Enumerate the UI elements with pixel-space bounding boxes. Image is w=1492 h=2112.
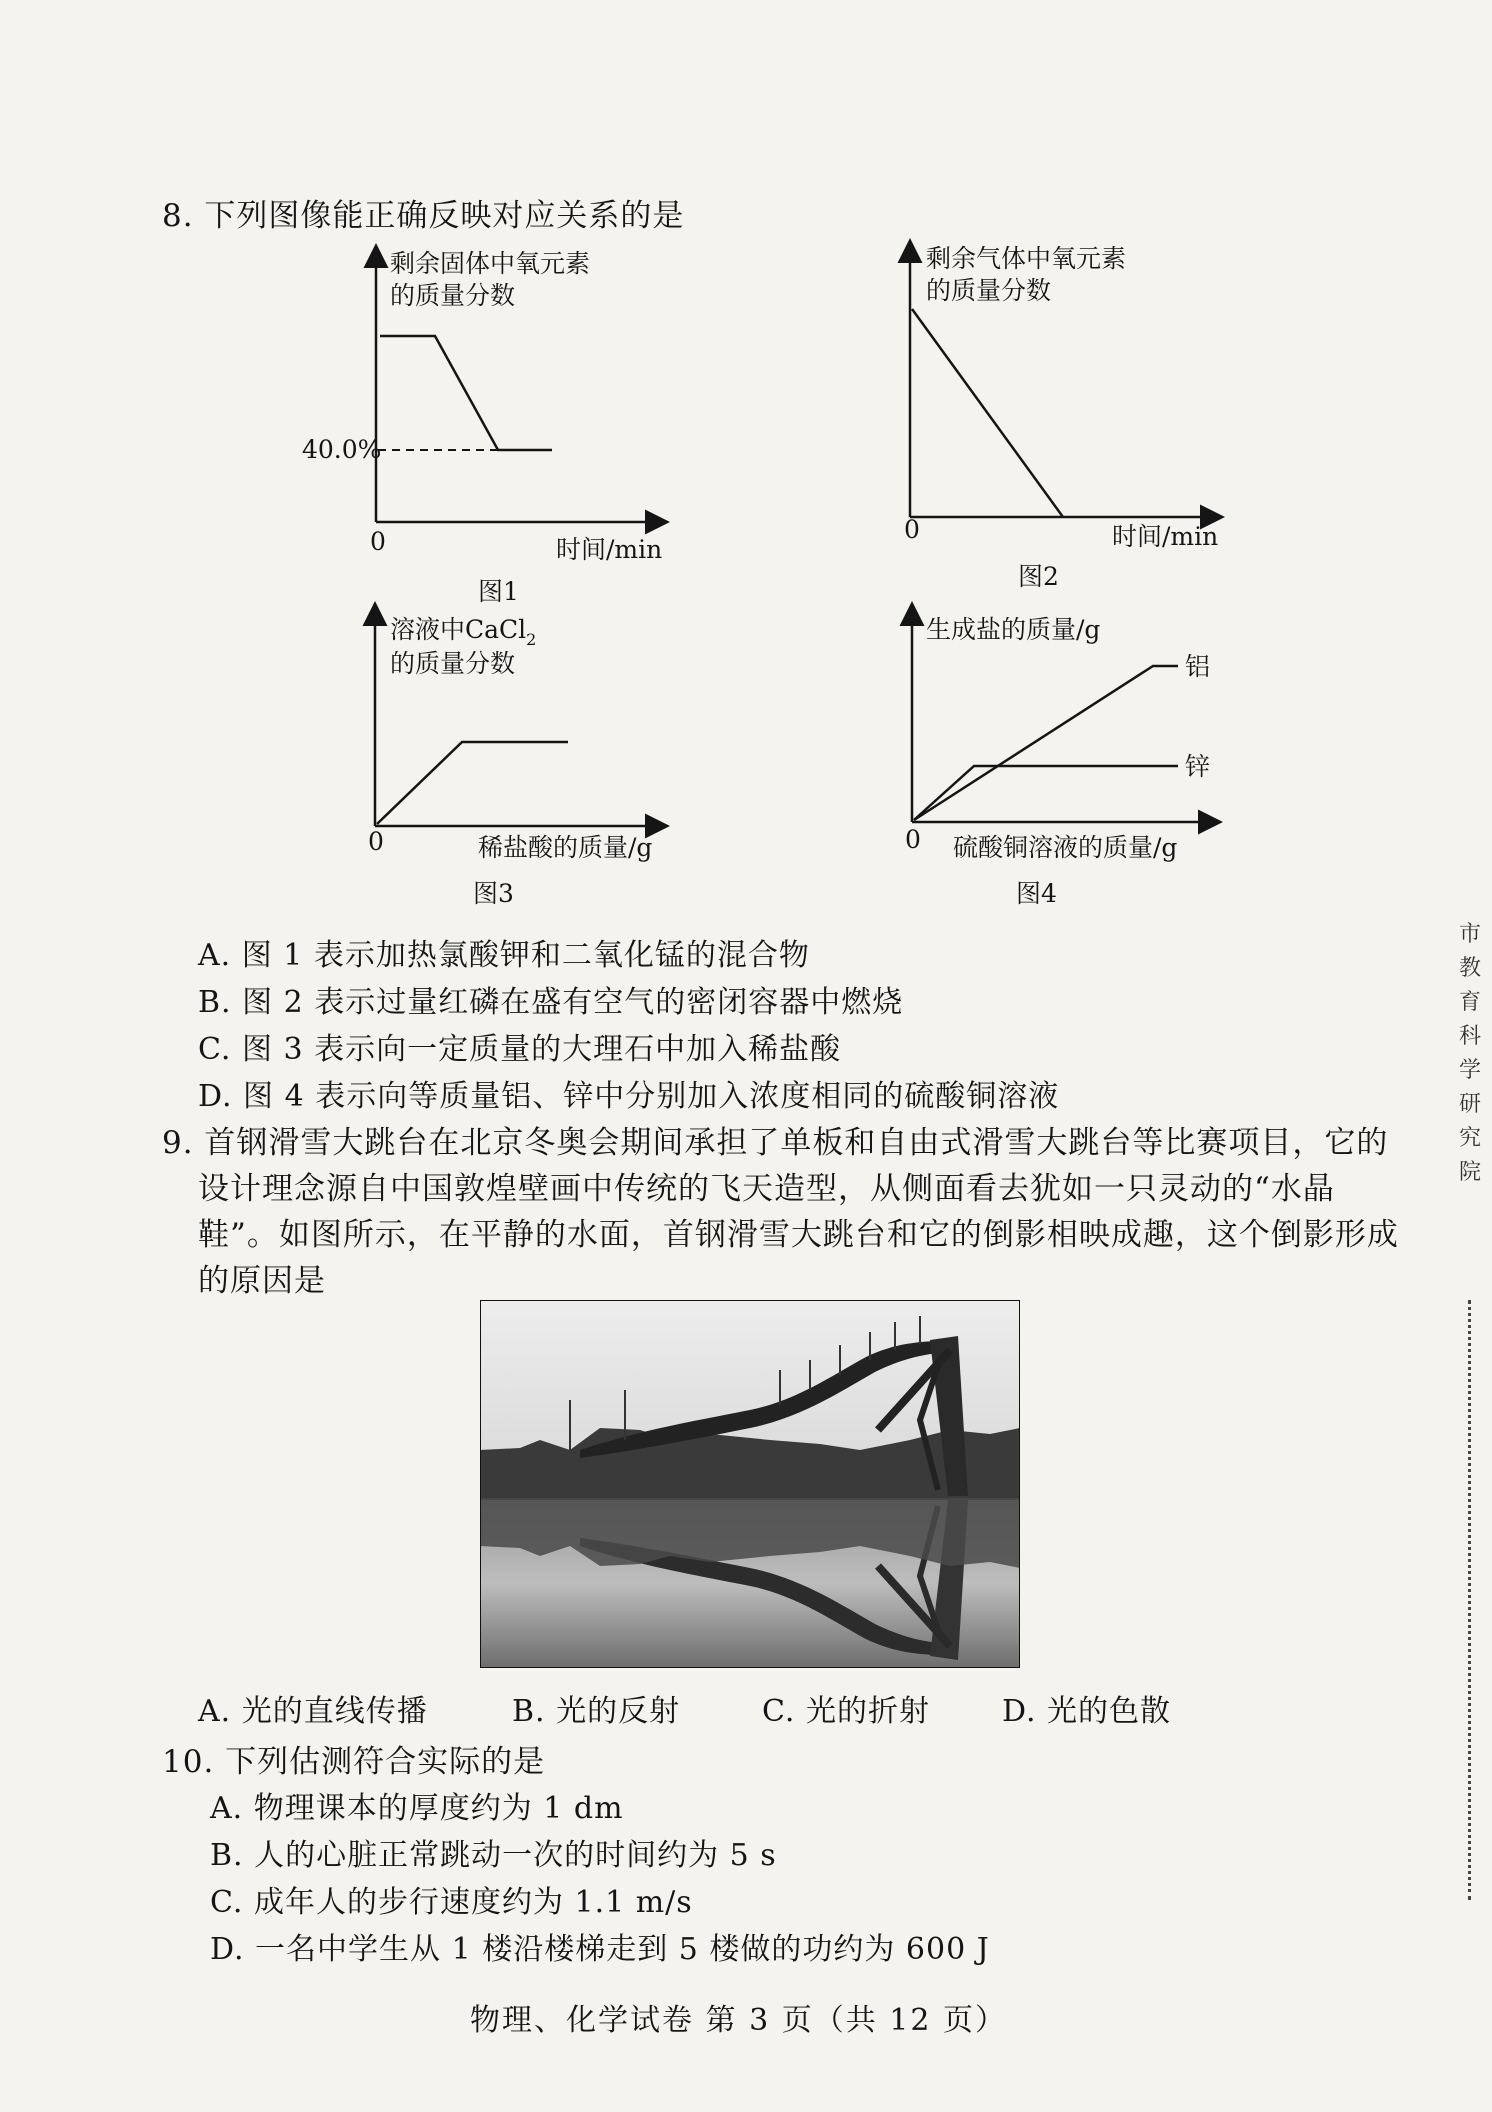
q8-option-c: C. 图 3 表示向一定质量的大理石中加入稀盐酸 [198,1032,842,1067]
fig4-ylabel: 生成盐的质量/g [926,615,1101,644]
figure-2 [880,235,1260,600]
fig2-curve [912,309,1063,517]
question-10-stem: 10. 下列估测符合实际的是 [162,1744,546,1780]
fig2-xlabel: 时间/min [1112,522,1219,551]
side-stamp-char: 研 [1458,1092,1481,1117]
fig3-curve [377,742,568,824]
side-stamp-char: 院 [1458,1160,1481,1185]
q8-option-b: B. 图 2 表示过量红磷在盛有空气的密闭容器中燃烧 [198,985,904,1020]
fig1-origin: 0 [370,527,386,556]
fig3-xlabel: 稀盐酸的质量/g [478,833,653,862]
q9-option-c: C. 光的折射 [762,1694,930,1729]
q10-option-b: B. 人的心脏正常跳动一次的时间约为 5 s [210,1838,777,1873]
side-stamp-char: 学 [1458,1058,1481,1083]
binding-dotted-line [1468,1300,1471,1900]
fig3-caption: 图3 [473,879,514,908]
fig4-origin: 0 [905,825,921,854]
page-footer: 物理、化学试卷 第 3 页（共 12 页） [470,2003,1007,2038]
fig4-series-zinc-label: 锌 [1185,752,1211,781]
fig2-ylabel: 剩余气体中氧元素 [926,244,1127,273]
q9-stem-line-1: 9. 首钢滑雪大跳台在北京冬奥会期间承担了单板和自由式滑雪大跳台等比赛项目，它的 [162,1125,1389,1161]
fig1-caption: 图1 [478,577,519,606]
fig4-series-aluminum-label: 铝 [1185,652,1211,681]
figure-1 [290,240,690,610]
q8-option-a: A. 图 1 表示加热氯酸钾和二氧化锰的混合物 [198,938,810,973]
q9-option-b: B. 光的反射 [512,1694,681,1729]
fig1-ylabel-2: 的质量分数 [390,281,516,310]
figure-4 [880,600,1240,920]
fig2-origin: 0 [904,515,920,544]
fig4-curve-aluminum [914,666,1178,820]
q10-option-a: A. 物理课本的厚度约为 1 dm [210,1791,624,1826]
q9-option-a: A. 光的直线传播 [198,1694,428,1729]
fig3-origin: 0 [368,827,384,856]
q9-option-d: D. 光的色散 [1002,1694,1172,1729]
fig2-ylabel-2: 的质量分数 [926,276,1052,305]
q8-option-d: D. 图 4 表示向等质量铝、锌中分别加入浓度相同的硫酸铜溶液 [198,1079,1060,1114]
fig3-ylabel-line1 [390,615,536,649]
side-stamp-char: 教 [1458,956,1481,981]
fig2-caption: 图2 [1018,562,1059,591]
fig4-xlabel: 硫酸铜溶液的质量/g [953,833,1178,862]
q9-stem-line-3: 鞋”。如图所示，在平静的水面，首钢滑雪大跳台和它的倒影相映成趣，这个倒影形成 [198,1217,1399,1253]
side-stamp-char: 科 [1458,1024,1481,1049]
side-stamp-char: 育 [1458,990,1481,1015]
q10-option-c: C. 成年人的步行速度约为 1.1 m/s [210,1885,693,1920]
fig3-ylabel-2: 的质量分数 [390,649,516,678]
figure-3 [340,600,680,920]
side-stamp-char: 市 [1458,922,1481,947]
ski-jump-photo [480,1300,1020,1668]
fig4-caption: 图4 [1016,879,1057,908]
side-stamp [1458,918,1482,1190]
q9-stem-line-4: 的原因是 [198,1263,326,1299]
q9-stem-line-2: 设计理念源自中国敦煌壁画中传统的飞天造型，从侧面看去犹如一只灵动的“水晶 [198,1171,1335,1207]
q10-option-d: D. 一名中学生从 1 楼沿楼梯走到 5 楼做的功约为 600 J [210,1932,990,1967]
fig1-xlabel: 时间/min [556,535,663,564]
fig3-ylabel: 溶液中CaCl [390,615,527,644]
fig1-ylabel: 剩余固体中氧元素 [390,249,591,278]
fig3-ylabel-sub: 2 [526,630,537,649]
fig1-y-mark: 40.0% [302,435,382,464]
question-8-stem: 8. 下列图像能正确反映对应关系的是 [162,198,685,234]
fig1-curve [380,336,552,450]
side-stamp-char: 究 [1458,1126,1481,1151]
